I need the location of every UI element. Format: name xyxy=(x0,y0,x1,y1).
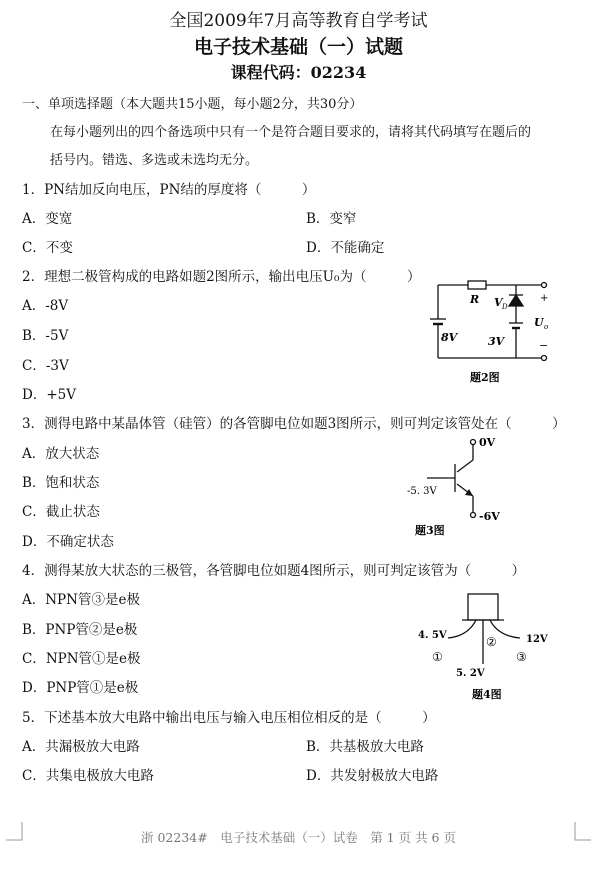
question-5: 5．下述基本放大电路中输出电压与输入电压相位相反的是（ ） xyxy=(22,710,436,726)
battery-8v-label: 8V xyxy=(441,331,458,344)
q5-option-c: C．共集电极放大电路 xyxy=(22,768,154,784)
plus-sign: + xyxy=(540,293,549,304)
q1-option-d: D．不能确定 xyxy=(306,240,385,256)
q4-option-a: A．NPN管③是e极 xyxy=(22,592,140,608)
q5-option-b: B．共基极放大电路 xyxy=(306,739,424,755)
q1-option-c: C．不变 xyxy=(22,240,73,256)
pin3-voltage: 12V xyxy=(526,634,548,645)
minus-sign: − xyxy=(539,339,549,352)
page-footer: 浙 02234# 电子技术基础（一）试卷 第 1 页 共 6 页 xyxy=(141,830,456,845)
question-3: 3．测得电路中某晶体管（硅管）的各管脚电位如题3图所示，则可判定该管处在（ ） xyxy=(22,416,566,432)
output-voltage-sub: o xyxy=(544,323,549,331)
q2-option-b: B．-5V xyxy=(22,328,69,344)
q2-option-c: C．-3V xyxy=(22,358,69,374)
figure-2-circuit xyxy=(420,275,560,387)
emitter-voltage: -6V xyxy=(479,510,500,523)
q1-option-b: B．变窄 xyxy=(306,211,357,227)
pin2-voltage: 5. 2V xyxy=(456,668,485,679)
exam-header: 全国2009年7月高等教育自学考试 xyxy=(169,11,428,31)
pin1-voltage: 4. 5V xyxy=(418,630,447,641)
q1-option-a: A．变宽 xyxy=(22,211,73,227)
q3-option-b: B．饱和状态 xyxy=(22,475,100,491)
pin2-label: ② xyxy=(486,635,497,649)
q4-option-b: B．PNP管②是e极 xyxy=(22,622,138,638)
q3-option-d: D．不确定状态 xyxy=(22,534,114,550)
question-2: 2．理想二极管构成的电路如题2图所示，输出电压U₀为（ ） xyxy=(22,269,421,285)
figure-3-transistor xyxy=(405,430,515,542)
q3-option-a: A．放大状态 xyxy=(22,446,100,462)
q5-option-a: A．共漏极放大电路 xyxy=(22,739,140,755)
diode-voltage-sub: D xyxy=(502,303,508,311)
q2-option-d: D．+5V xyxy=(22,387,76,403)
diode-voltage-label: V xyxy=(494,296,503,309)
course-code: 课程代码：02234 xyxy=(230,63,367,82)
figure-3-caption: 题3图 xyxy=(415,524,445,537)
collector-voltage: 0V xyxy=(479,436,496,449)
question-4: 4．测得某放大状态的三极管，各管脚电位如题4图所示，则可判定该管为（ ） xyxy=(22,563,526,579)
section-heading: 一、单项选择题（本大题共15小题，每小题2分，共30分） xyxy=(22,97,363,112)
figure-2-caption: 题2图 xyxy=(470,371,500,384)
q5-option-d: D．共发射极放大电路 xyxy=(306,768,439,784)
battery-3v-label: 3V xyxy=(488,335,505,348)
instruction-line-1: 在每小题列出的四个备选项中只有一个是符合题目要求的，请将其代码填写在题后的 xyxy=(50,125,532,140)
output-voltage-label: U xyxy=(534,316,544,329)
q4-option-d: D．PNP管①是e极 xyxy=(22,680,139,696)
instruction-line-2: 括号内。错选、多选或未选均无分。 xyxy=(50,153,259,168)
pin1-label: ① xyxy=(432,650,443,664)
resistor-label: R xyxy=(470,293,480,306)
q2-option-a: A．-8V xyxy=(22,298,69,314)
page-title: 电子技术基础（一）试题 xyxy=(193,36,403,58)
question-1: 1．PN结加反向电压，PN结的厚度将（ ） xyxy=(22,182,316,198)
q3-option-c: C．截止状态 xyxy=(22,504,100,520)
figure-4-transistor xyxy=(412,588,552,702)
figure-4-caption: 题4图 xyxy=(472,688,502,701)
pin3-label: ③ xyxy=(516,650,527,664)
base-voltage: -5. 3V xyxy=(407,486,437,497)
q4-option-c: C．NPN管①是e极 xyxy=(22,651,141,667)
